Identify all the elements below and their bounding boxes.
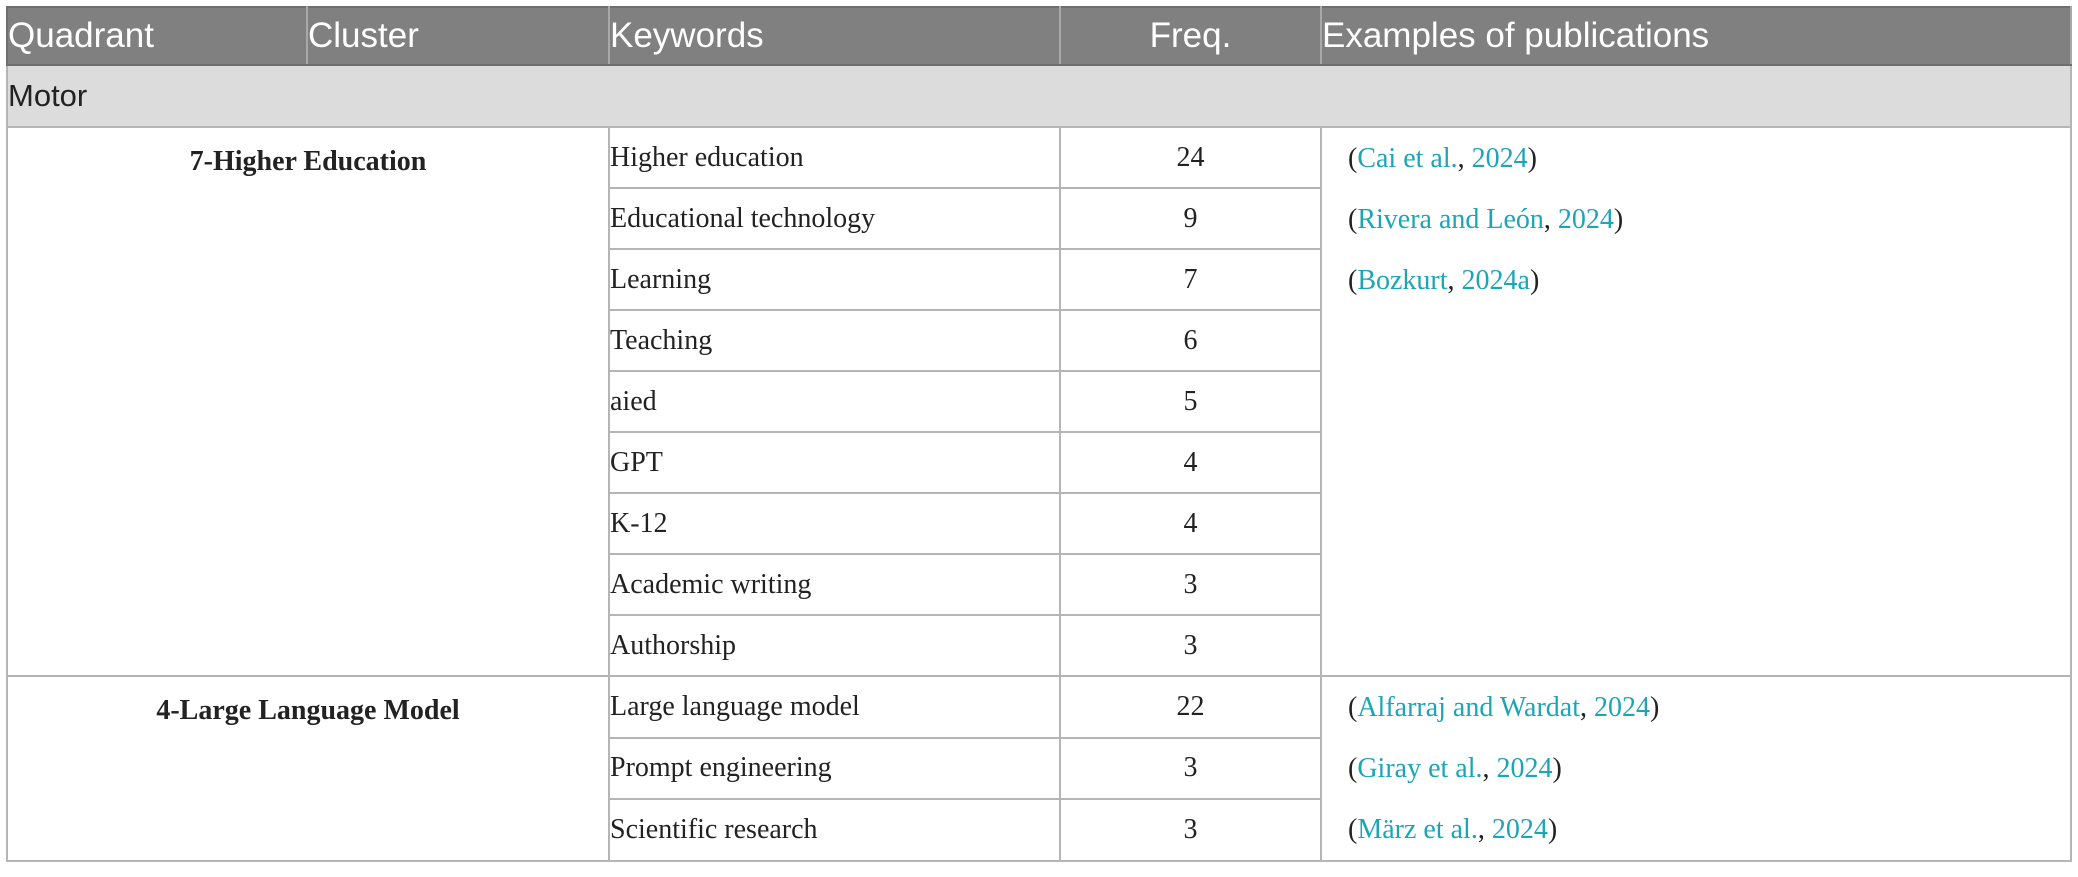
keyword-cell: Authorship (609, 615, 1060, 676)
publications-cell (1321, 676, 2071, 861)
citation-year-link[interactable]: 2024 (1471, 143, 1528, 174)
citation-separator: , (1543, 204, 1558, 235)
citation-year-link[interactable]: 2024 (1491, 814, 1548, 845)
paren-close: ) (1529, 265, 1540, 296)
freq-cell: 4 (1060, 493, 1321, 554)
keyword-cell: Learning (609, 249, 1060, 310)
header-cluster: Cluster (307, 7, 609, 65)
paren-close: ) (1547, 814, 1558, 845)
citation-authors-link[interactable]: Bozkurt (1357, 265, 1448, 296)
publication-citation (1348, 677, 2070, 738)
citation-authors-link[interactable]: Alfarraj and Wardat (1357, 692, 1581, 723)
paren-close: ) (1527, 143, 1537, 174)
publication-citation (1348, 799, 2070, 860)
paren-open: ( (1348, 814, 1358, 845)
freq-cell: 3 (1060, 738, 1321, 800)
citation-separator: , (1580, 692, 1595, 723)
freq-cell: 9 (1060, 188, 1321, 249)
freq-cell: 6 (1060, 310, 1321, 371)
freq-cell: 22 (1060, 676, 1321, 738)
citation-separator: , (1447, 265, 1462, 296)
freq-cell: 3 (1060, 799, 1321, 861)
section-row (7, 65, 2071, 127)
citation-authors-link[interactable]: Rivera and León (1357, 204, 1544, 235)
keyword-cell: Academic writing (609, 554, 1060, 615)
keyword-cell: K-12 (609, 493, 1060, 554)
keyword-cell: aied (609, 371, 1060, 432)
publication-citation (1348, 250, 2070, 311)
freq-cell: 7 (1060, 249, 1321, 310)
paren-close: ) (1613, 204, 1624, 235)
cluster-name: 4-Large Language Model (7, 676, 609, 861)
citation-authors-link[interactable]: Cai et al. (1357, 143, 1458, 174)
table-row (7, 127, 2071, 188)
publications-cell (1321, 127, 2071, 676)
freq-cell: 3 (1060, 554, 1321, 615)
keyword-cell: Large language model (609, 676, 1060, 738)
citation-authors-link[interactable]: März et al. (1357, 814, 1478, 845)
paren-open: ( (1348, 143, 1358, 174)
paren-open: ( (1348, 265, 1358, 296)
freq-cell: 3 (1060, 615, 1321, 676)
keyword-cell: Prompt engineering (609, 738, 1060, 800)
section-label: Motor (7, 65, 2071, 127)
cluster-name: 7-Higher Education (7, 127, 609, 676)
keyword-cluster-table (6, 6, 2072, 862)
paren-open: ( (1348, 753, 1358, 784)
publication-citation (1348, 738, 2070, 799)
citation-separator: , (1457, 143, 1472, 174)
freq-cell: 5 (1060, 371, 1321, 432)
freq-cell: 4 (1060, 432, 1321, 493)
header-freq: Freq. (1060, 7, 1321, 65)
citation-separator: , (1477, 814, 1492, 845)
keyword-cell: Teaching (609, 310, 1060, 371)
paren-open: ( (1348, 692, 1358, 723)
citation-year-link[interactable]: 2024 (1557, 204, 1614, 235)
citation-year-link[interactable]: 2024 (1496, 753, 1553, 784)
paren-open: ( (1348, 204, 1358, 235)
header-examples: Examples of publications (1321, 7, 2071, 65)
publication-citation (1348, 189, 2070, 250)
citation-authors-link[interactable]: Giray et al. (1357, 753, 1483, 784)
keyword-cell: Educational technology (609, 188, 1060, 249)
header-row (7, 7, 2071, 65)
keyword-cell: GPT (609, 432, 1060, 493)
keyword-cell: Scientific research (609, 799, 1060, 861)
citation-year-link[interactable]: 2024 (1594, 692, 1651, 723)
paren-close: ) (1552, 753, 1562, 784)
table-row (7, 676, 2071, 738)
header-keywords: Keywords (609, 7, 1060, 65)
header-quadrant: Quadrant (7, 7, 307, 65)
publication-citation (1348, 128, 2070, 189)
paren-close: ) (1650, 692, 1660, 723)
keyword-cell: Higher education (609, 127, 1060, 188)
citation-separator: , (1482, 753, 1497, 784)
citation-year-link[interactable]: 2024a (1461, 265, 1530, 296)
freq-cell: 24 (1060, 127, 1321, 188)
